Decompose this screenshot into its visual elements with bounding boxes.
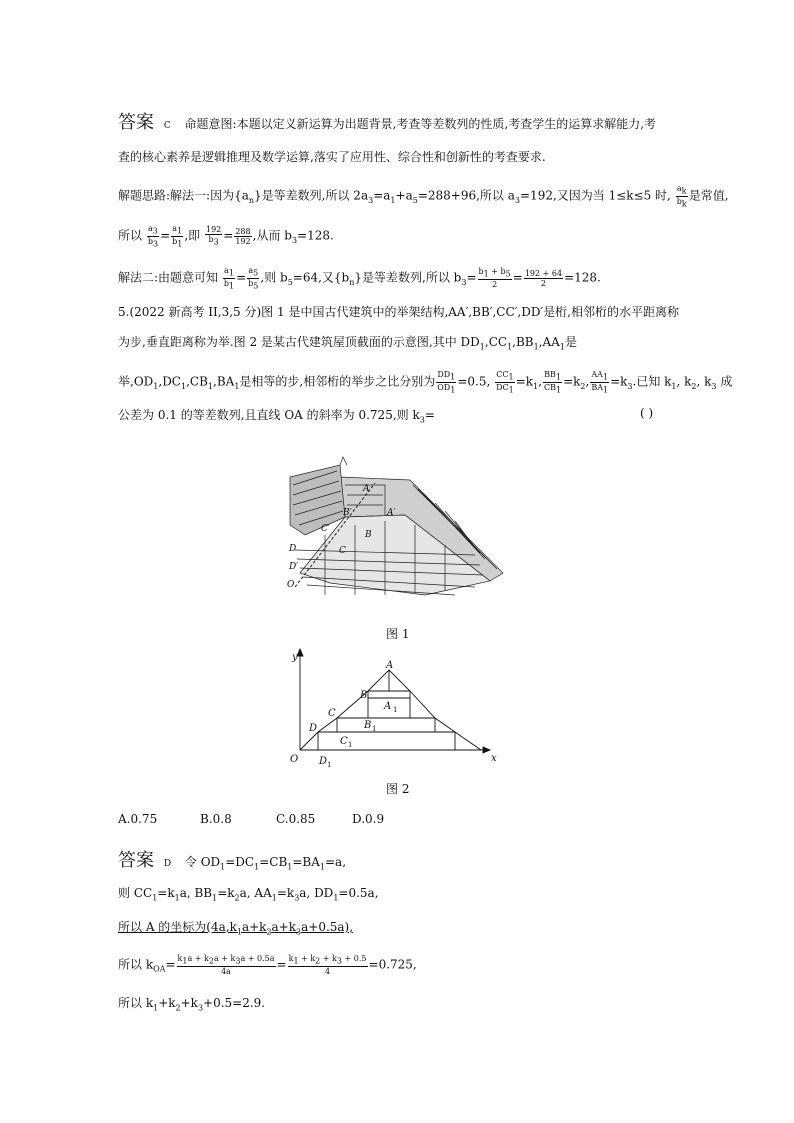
option-d[interactable]: D.0.9: [352, 812, 385, 826]
fraction: $\frac{k_1a + k_2a + k_3a + 0.5a}{4a}$: [177, 954, 275, 976]
q4-answer-line: [118, 108, 656, 134]
text: }是等差数列,所以 2a: [254, 188, 369, 203]
fig2-axis-x: x: [491, 753, 497, 764]
answer-heading: 答案: [118, 112, 154, 133]
text: =0.5,: [457, 374, 491, 389]
fig2-label-A: A: [386, 660, 394, 671]
text: ,BB: [512, 335, 534, 349]
text: ,BA: [213, 374, 235, 389]
option-a[interactable]: A.0.75: [118, 812, 158, 826]
text: 所以 k: [118, 957, 154, 972]
fig2-label-B: B: [360, 690, 368, 701]
text: 成: [720, 374, 733, 389]
fraction: $\frac{a_k}{b_k}$: [676, 184, 687, 209]
fig1-label-Bp: B′: [343, 508, 352, 518]
text: 5.(2022 新高考 II,3,5 分)图 1 是中国古代建筑中的举架结构,AA′,BB′,CC′,DD′是桁,相邻桁的水平距离称: [118, 305, 679, 319]
answer-letter: D: [163, 859, 172, 869]
figure-1-caption: 图 1: [386, 627, 410, 641]
fig2-label-D1: D: [319, 756, 328, 767]
text: 所以 k: [118, 996, 154, 1010]
text: 是: [564, 335, 577, 349]
text: ,CB: [186, 374, 208, 389]
q4-method2: 解法二:由题意可知 $\frac{a_1}{b_1}$ = $\frac{a_5}{b_5}$ ,则 $b_5=64$,又$\{b_n\}$是等差数列,所以 $b_3=$ $\frac{b_1 + b_5}{2}$ = $\frac{192 + 64}{2}$ =128.: [118, 266, 601, 291]
fig2-label-D: D: [309, 723, 318, 734]
fraction: $\frac{b_1 + b_5}{2}$: [478, 267, 511, 289]
fig2-sub-D1: 1: [327, 761, 332, 769]
fraction: $\frac{192 + 64}{2}$: [524, 268, 563, 288]
fig2-sub-B1: 1: [372, 725, 377, 733]
text: ,则 b: [260, 270, 288, 285]
text: 所以: [118, 228, 143, 243]
fig1-label-Cp: C′: [321, 524, 330, 534]
q4-intent-cont: [118, 148, 546, 165]
text: =k: [610, 374, 628, 389]
text: =128.: [564, 270, 601, 285]
text: 是常值,: [688, 188, 729, 203]
q5-answer-line: 答案 D 令 $OD_1=DC_1=CB_1=BA_1=a$,: [118, 850, 347, 872]
fraction: $\frac{k_1 + k_2 + k_3 + 0.5}{4}$: [288, 954, 367, 976]
text: =192,又因为当 1≤k≤5 时,: [520, 188, 671, 203]
fraction: $\frac{192}{b_3}$: [206, 225, 222, 247]
fig2-label-C1: C: [340, 736, 348, 747]
fraction: $\frac{BB_1}{CB_1}$: [544, 370, 562, 395]
fig1-label-Dp: D′: [289, 562, 299, 572]
q5-solution-5: 所以 $k_1+k_2+k_3+0.5=2.9$.: [118, 996, 266, 1013]
fraction: $\frac{a_1}{b_1}$: [223, 266, 235, 291]
text: }是等差数列,所以 b: [354, 270, 462, 285]
fig2-label-A1: A: [384, 701, 392, 712]
text: 所以 A 的坐标为(4a,k: [118, 920, 237, 934]
text: 解题思路:解法一:因为{a: [118, 188, 249, 203]
option-b[interactable]: B.0.8: [200, 812, 232, 826]
fig1-label-O: O: [287, 580, 295, 590]
q5-stem-1: [118, 303, 679, 320]
q4-method1-cont: 所以 $\frac{a_3}{b_3}$ = $\frac{a_1}{b_1}$ ,即 $\frac{192}{b_3}$ = $\frac{288}{192}$ ,从而 $b_3=128$.: [118, 224, 334, 249]
text: 举,OD: [118, 374, 154, 389]
text: 则 CC: [118, 886, 153, 900]
text: 是相等的步,相邻桁的举步之比分别为: [239, 374, 436, 389]
fig2-sub-A1: 1: [393, 706, 398, 714]
q5-stem-4: 公差为 0.1 的等差数列,且直线 OA 的斜率为 0.725,则 $k_3=$: [118, 408, 435, 425]
text: 公差为 0.1 的等差数列,且直线 OA 的斜率为 0.725,则 k: [118, 408, 420, 422]
fig1-label-Ap: A′: [387, 508, 396, 518]
option-c[interactable]: C.0.85: [276, 812, 316, 826]
text: ,DC: [158, 374, 181, 389]
q4-intent-text: 查的核心素养是逻辑推理及数学运算,落实了应用性、综合性和创新性的考查要求.: [118, 150, 546, 164]
text: ,从而 b: [252, 228, 292, 243]
fraction: $\frac{a_1}{b_1}$: [172, 224, 183, 249]
figure-2-diagram: [283, 648, 508, 770]
q5-solution-3: 所以 A 的坐标为$(4a,k_1a+k_2a+k_3a+0.5a)$,: [118, 920, 354, 937]
fig2-label-B1: B: [364, 720, 372, 731]
text: 令 OD: [184, 855, 221, 869]
q4-intent: 命题意图:本题以定义新运算为出题背景,考查等差数列的性质,考查学生的运算求解能力,考: [184, 117, 657, 131]
text: =a: [373, 188, 391, 203]
fraction: $\frac{288}{192}$: [235, 226, 251, 246]
figure-2-caption: 图 2: [386, 782, 410, 796]
fraction: $\frac{a_3}{b_3}$: [147, 224, 159, 249]
fig2-axis-y: y: [292, 652, 298, 663]
answer-letter: C: [163, 121, 171, 131]
text: +a: [395, 188, 413, 203]
fig1-label-D: D: [289, 544, 297, 554]
text: ,即: [184, 228, 201, 243]
text: =128.: [297, 228, 334, 243]
answer-heading: 答案: [118, 850, 154, 871]
text: ,AA: [538, 335, 560, 349]
fraction: $\frac{CC_1}{DC_1}$: [496, 370, 514, 395]
text: =288+96,所以 a: [417, 188, 515, 203]
figure-1-roof-illustration: [285, 455, 510, 605]
q5-solution-2: 则 $CC_1=k_1a$, $BB_1=k_2a$, $AA_1=k_3a$, $DD_1=0.5a$,: [118, 886, 379, 903]
q4-method1: 解题思路:解法一:因为$\{a_n\}$是等差数列,所以 $2a_3=a_1+a_5=288+96$,所以 $a_3=192$,又因为当 1≤k≤5 时, $\frac{a_k}{b_k}$ 是常值,: [118, 184, 729, 209]
q5-stem-2: 为步,垂直距离称为举.图 2 是某古代建筑屋顶截面的示意图,其中 $DD_1,CC_1,BB_1,AA_1$是: [118, 335, 577, 352]
fraction: $\frac{AA_1}{BA_1}$: [591, 370, 609, 395]
fig1-label-B: B: [365, 530, 372, 540]
text: =64,又{b: [292, 270, 350, 285]
q5-solution-4: 所以 $k_{OA}=$ $\frac{k_1a + k_2a + k_3a + 0.5a}{4a}$ = $\frac{k_1 + k_2 + k_3 + 0.5}{4}$ =0.725,: [118, 954, 417, 976]
text: .已知 k: [632, 374, 672, 389]
fig1-label-A: A: [363, 484, 370, 494]
q5-stem-3: 举$,OD_1,DC_1,CB_1,BA_1$是相等的步,相邻桁的举步之比分别为 $\frac{DD_1}{OD_1}$ =0.5, $\frac{CC_1}{DC_1}$ $=k_1$, $\frac{BB_1}{CB_1}$ $=k_2$, $\frac{AA_1}{BA_1}$ $=k_3$.已知 $k_1$, $k_2$, $k_3$ 成: [118, 370, 733, 395]
fig1-label-C: C: [339, 546, 346, 556]
text: 解法二:由题意可知: [118, 270, 219, 285]
fig2-sub-C1: 1: [348, 741, 353, 749]
fraction: $\frac{DD_1}{OD_1}$: [437, 370, 456, 395]
text: 为步,垂直距离称为举.图 2 是某古代建筑屋顶截面的示意图,其中 DD: [118, 335, 480, 349]
fraction: $\frac{a_5}{b_5}$: [248, 266, 259, 291]
fig2-label-C: C: [328, 708, 336, 719]
answer-paren: ( ): [640, 406, 654, 420]
text: =: [424, 408, 435, 422]
fig2-label-O: O: [290, 754, 299, 765]
text: ,CC: [484, 335, 508, 349]
